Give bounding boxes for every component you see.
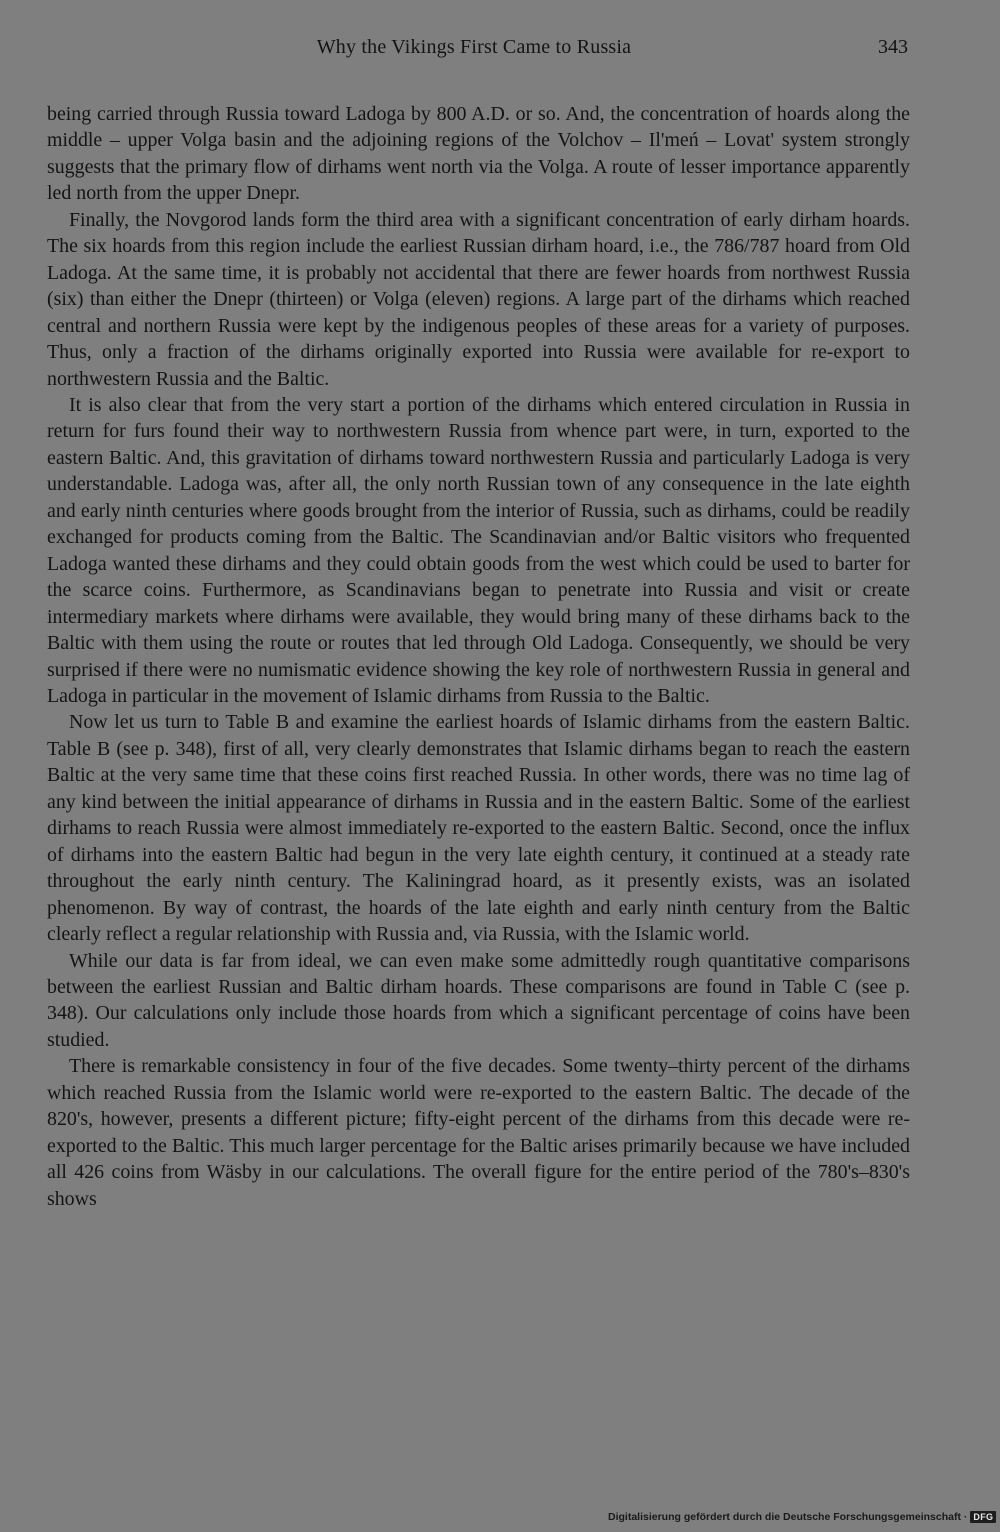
paragraph: There is remarkable consistency in four of the five decades. Some twenty–thirty percent of the dirhams which reached Russia from the Islamic world were re-exported to the eastern Baltic. The decade of the 820's, however, presents a different picture; fifty-eight percent of the dirhams from this decade were re-exported to the Baltic. This much larger percentage for the Baltic arises primarily because we have included all 426 coins from Wäsby in our calculations. The overall figure for the entire period of the 780's–830's shows — [47, 1055, 910, 1210]
paragraph: While our data is far from ideal, we can even make some admittedly rough quantitative comparisons between the earliest Russian and Baltic dirham hoards. These comparisons are found in Table C (see p. 348). Our calculations only include those hoards from which a significant percentage of coins have been studied. — [47, 949, 910, 1051]
paragraph: being carried through Russia toward Ladoga by 800 A.D. or so. And, the concentration of hoards along the middle – upper Volga basin and the adjoining regions of the Volchov – Il'meń – Lovat' system strongly suggests that the primary flow of dirhams went north via the Volga. A route of lesser importance apparently led north from the upper Dnepr. — [47, 103, 910, 205]
paragraph: It is also clear that from the very start a portion of the dirhams which entered circulation in Russia in return for furs found their way to northwestern Russia from whence part were, in turn, exported to the eastern Baltic. And, this gravitation of dirhams toward northwestern Russia and particularly Ladoga is very understandable. Ladoga was, after all, the only north Russian town of any consequence in the late eighth and early ninth centuries where goods brought from the interior of Russia, such as dirhams, could be readily exchanged for products coming from the Baltic. The Scandinavian and/or Baltic visitors who frequented Ladoga wanted these dirhams and they could obtain goods from the west which could be used to barter for the scarce coins. Furthermore, as Scandinavians began to penetrate into Russia and visit or create intermediary markets where dirhams were available, they would bring many of these dirhams back to the Baltic with them using the route or routes that led through Old Ladoga. Consequently, we should be very surprised if there were no numismatic evidence showing the key role of northwestern Russia in general and Ladoga in particular in the movement of Islamic dirhams from Russia to the Baltic. — [47, 393, 910, 707]
running-title: Why the Vikings First Came to Russia — [316, 36, 632, 58]
page-number: 343 — [878, 36, 908, 58]
dfg-logo-icon: DFG — [970, 1511, 996, 1523]
paragraph: Now let us turn to Table B and examine the earliest hoards of Islamic dirhams from the eastern Baltic. Table B (see p. 348), first of all, very clearly demonstrates that Islamic dirhams began to reach the eastern Baltic at the very same time that these coins first reached Russia. In other words, there was no time lag of any kind between the initial appearance of dirhams in Russia and in the eastern Baltic. Some of the earliest dirhams to reach Russia were almost immediately re-exported to the eastern Baltic. Second, once the influx of dirhams into the eastern Baltic had begun in the very late eighth century, it continued at a steady rate throughout the early ninth century. The Kaliningrad hoard, as it presently exists, was an isolated phenomenon. By way of contrast, the hoards of the late eighth and early ninth century from the Baltic clearly reflect a regular relationship with Russia and, via Russia, with the Islamic world. — [47, 711, 910, 946]
digitization-credit — [608, 1509, 996, 1525]
body-text — [47, 101, 910, 1212]
paragraph: Finally, the Novgorod lands form the third area with a significant concentration of early dirham hoards. The six hoards from this region include the earliest Russian dirham hoard, i.e., the 786/787 hoard from Old Ladoga. At the same time, it is probably not accidental that there are fewer hoards from northwest Russia (six) than either the Dnepr (thirteen) or Volga (eleven) regions. A large part of the dirhams which reached central and northern Russia were kept by the indigenous peoples of these areas for a variety of purposes. Thus, only a fraction of the dirhams originally exported into Russia were available for re-export to northwestern Russia and the Baltic. — [47, 208, 910, 390]
running-head — [0, 36, 1000, 66]
credit-text: Digitalisierung gefördert durch die Deutsche Forschungsgemeinschaft · — [608, 1511, 968, 1523]
